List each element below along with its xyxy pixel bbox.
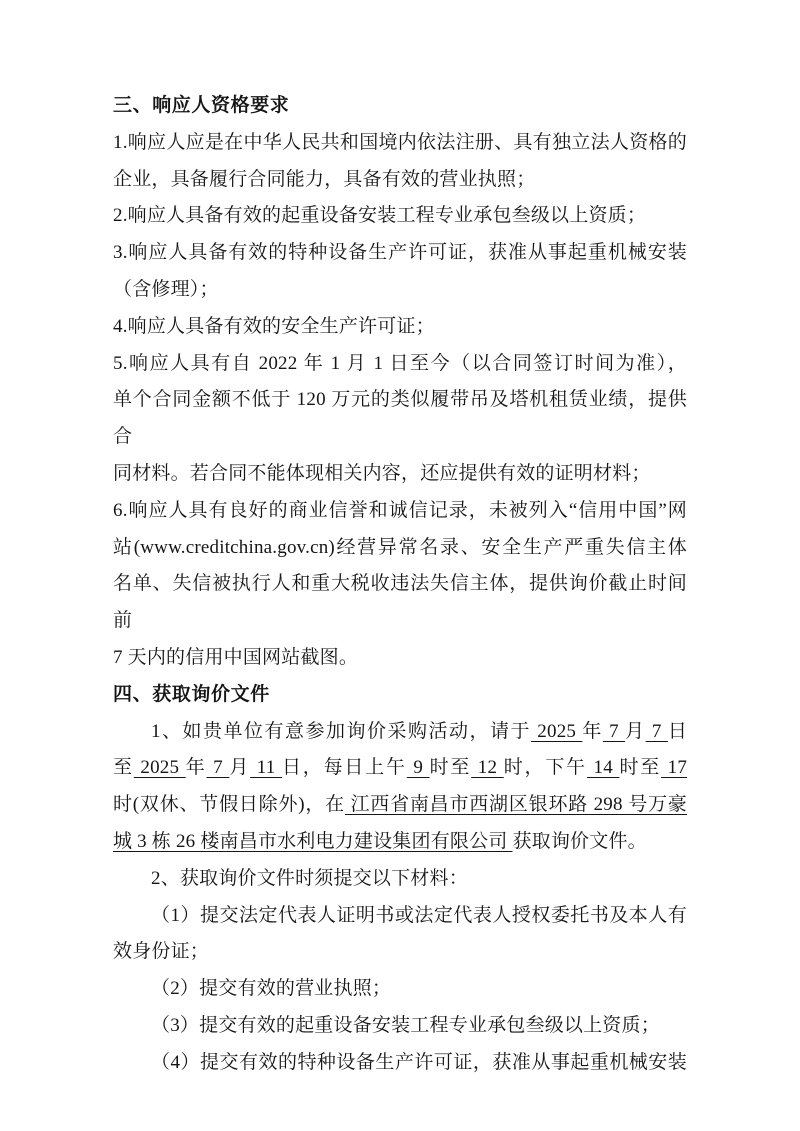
text-segment: 5.响应人具有自 2022 年 1 月 1 日至今（以合同签订时间为准）， <box>113 352 687 374</box>
text-segment: 3.响应人具备有效的特种设备生产许可证，获准从事起重机械安装 <box>113 242 687 264</box>
text-line <box>113 493 687 530</box>
text-line <box>113 382 687 456</box>
text-line <box>113 566 687 640</box>
text-line <box>113 750 687 787</box>
text-segment: 至 <box>113 757 134 779</box>
text-segment: （4）提交有效的特种设备生产许可证，获准从事起重机械安装 <box>151 1051 687 1073</box>
underlined-field: 17 <box>661 757 688 779</box>
text-segment: 6.响应人具有良好的商业信誉和诚信记录，未被列入“信用中国”网 <box>113 499 687 521</box>
text-line <box>113 1008 687 1045</box>
text-line <box>113 824 687 861</box>
text-segment: 年 <box>185 757 207 779</box>
underlined-field: 2025 <box>133 757 186 779</box>
text-line <box>113 1045 687 1082</box>
text-segment: 效身份证； <box>113 941 210 963</box>
text-line <box>113 272 687 309</box>
text-segment: 单个合同金额不低于 120 万元的类似履带吊及塔机租赁业绩，提供合 <box>113 389 687 448</box>
text-line <box>113 934 687 971</box>
text-segment: 时至 <box>429 757 472 779</box>
text-segment: 2.响应人具备有效的起重设备安装工程专业承包叁级以上资质； <box>113 205 647 227</box>
text-segment: 年 <box>582 720 603 742</box>
text-line <box>113 456 687 493</box>
text-line <box>113 198 687 235</box>
underlined-field: 7 <box>645 720 668 742</box>
underlined-field: 7 <box>206 757 230 779</box>
underlined-field: 城 3 栋 26 楼南昌市水利电力建设集团有限公司 <box>113 830 513 852</box>
underlined-field: 11 <box>250 757 282 779</box>
text-segment: 日 <box>667 720 688 742</box>
text-segment: （含修理）； <box>113 278 219 300</box>
text-segment: 月 <box>625 720 646 742</box>
text-segment: 获取询价文件。 <box>512 830 647 852</box>
text-segment: 4.响应人具备有效的安全生产许可证； <box>113 315 435 337</box>
text-segment: 7 天内的信用中国网站截图。 <box>113 646 359 668</box>
text-segment: 时，下午 <box>503 757 587 779</box>
underlined-field: 14 <box>586 757 620 779</box>
underlined-field: 12 <box>471 757 504 779</box>
underlined-field: 7 <box>602 720 626 742</box>
text-segment: （1）提交法定代表人证明书或法定代表人授权委托书及本人有 <box>151 904 687 926</box>
text-segment: （2）提交有效的营业执照； <box>151 978 392 1000</box>
text-line <box>113 861 687 898</box>
underlined-field: 江西省南昌市西湖区银环路 298 号万豪 <box>344 794 687 816</box>
text-line <box>113 235 687 272</box>
text-line <box>113 309 687 346</box>
text-line <box>113 714 687 751</box>
text-line <box>113 346 687 383</box>
underlined-field: 2025 <box>531 720 583 742</box>
text-line <box>113 971 687 1008</box>
text-line <box>113 898 687 935</box>
text-segment: 日，每日上午 <box>281 757 407 779</box>
text-line <box>113 530 687 567</box>
text-segment: 1、如贵单位有意参加询价采购活动，请于 <box>151 720 532 742</box>
text-line <box>113 125 687 162</box>
text-segment: 时至 <box>619 757 662 779</box>
text-line <box>113 162 687 199</box>
text-segment: 站(www.creditchina.gov.cn)经营异常名录、安全生产严重失信主体 <box>113 536 687 558</box>
text-segment: 月 <box>229 757 251 779</box>
section-heading: 四、获取询价文件 <box>113 683 270 705</box>
text-segment: 名单、失信被执行人和重大税收违法失信主体，提供询价截止时间前 <box>113 573 687 632</box>
text-segment: 企业，具备履行合同能力，具备有效的营业执照； <box>113 168 536 190</box>
text-segment: 1.响应人应是在中华人民共和国境内依法注册、具有独立法人资格的 <box>113 131 687 153</box>
text-segment: 2、获取询价文件时须提交以下材料： <box>151 867 468 889</box>
text-segment: （3）提交有效的起重设备安装工程专业承包叁级以上资质； <box>151 1014 660 1036</box>
text-line <box>113 787 687 824</box>
text-segment: 时(双休、节假日除外)，在 <box>113 794 345 816</box>
underlined-field: 9 <box>406 757 430 779</box>
document-content <box>113 88 687 1082</box>
section-heading: 三、响应人资格要求 <box>113 95 290 116</box>
text-segment: 同材料。若合同不能体现相关内容，还应提供有效的证明材料； <box>113 462 651 484</box>
text-line <box>113 640 687 677</box>
